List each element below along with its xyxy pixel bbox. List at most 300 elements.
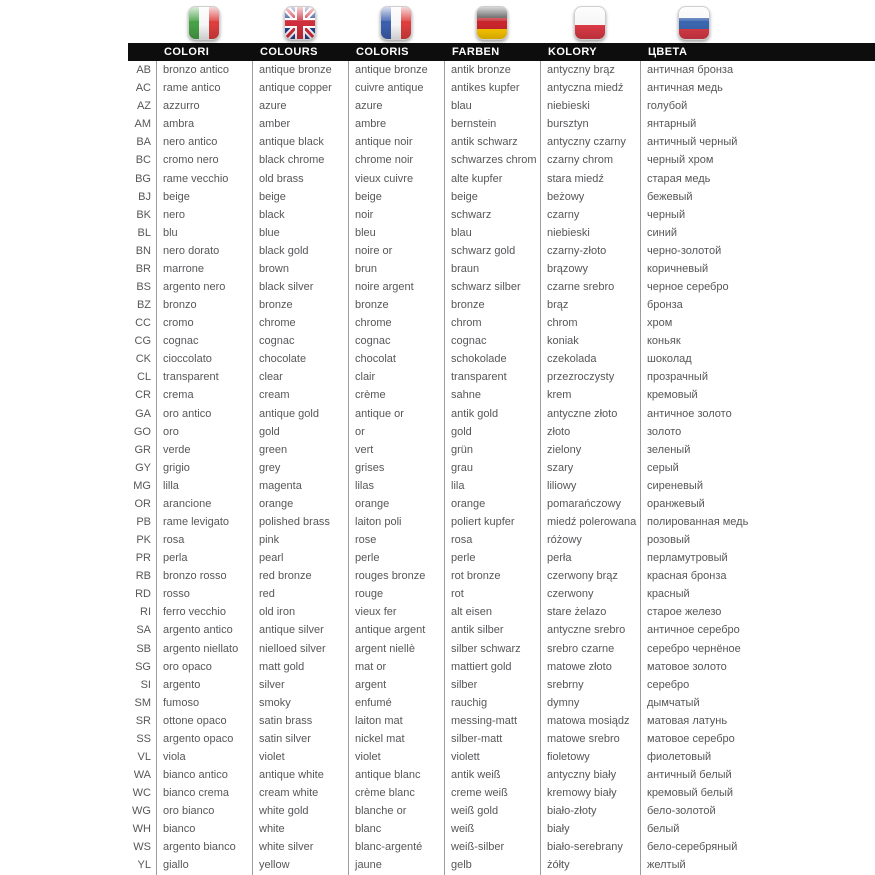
column-header-kolory: KOLORY xyxy=(548,46,598,58)
color-italian: cromo xyxy=(156,314,252,332)
table-row xyxy=(128,169,875,187)
color-german: gelb xyxy=(444,856,540,874)
italy-flag-icon xyxy=(188,6,220,40)
color-italian: marrone xyxy=(156,260,252,278)
color-polish: beżowy xyxy=(540,188,640,206)
color-polish: antyczny brąz xyxy=(540,61,640,79)
color-french: bronze xyxy=(348,296,444,314)
color-russian: античное золото xyxy=(640,404,775,422)
color-german: antik weiß xyxy=(444,766,540,784)
color-english: antique copper xyxy=(252,79,348,97)
color-italian: bianco antico xyxy=(156,766,252,784)
color-german: weiß gold xyxy=(444,802,540,820)
table-row xyxy=(128,151,875,169)
color-italian: giallo xyxy=(156,856,252,874)
color-russian: бронза xyxy=(640,296,775,314)
france-flag-icon xyxy=(380,6,412,40)
color-code: SI xyxy=(140,678,151,691)
color-code: SS xyxy=(136,732,151,745)
color-russian: синий xyxy=(640,224,775,242)
color-italian: crema xyxy=(156,386,252,404)
color-polish: czekolada xyxy=(540,350,640,368)
color-polish: stara miedź xyxy=(540,169,640,187)
color-italian: lilla xyxy=(156,477,252,495)
color-french: or xyxy=(348,423,444,441)
color-italian: ambra xyxy=(156,115,252,133)
color-table xyxy=(128,2,875,875)
color-code: BA xyxy=(136,136,151,149)
color-english: red bronze xyxy=(252,567,348,585)
color-english: satin silver xyxy=(252,730,348,748)
color-german: schwarzes chrom xyxy=(444,151,540,169)
color-english: antique bronze xyxy=(252,61,348,79)
color-german: bernstein xyxy=(444,115,540,133)
color-french: chocolat xyxy=(348,350,444,368)
color-english: clear xyxy=(252,368,348,386)
color-polish: chrom xyxy=(540,314,640,332)
table-row xyxy=(128,477,875,495)
color-code: OR xyxy=(134,497,151,510)
color-russian: хром xyxy=(640,314,775,332)
color-code: BN xyxy=(135,244,151,257)
table-row xyxy=(128,332,875,350)
color-italian: rame levigato xyxy=(156,513,252,531)
color-code: PR xyxy=(135,552,151,565)
table-row xyxy=(128,79,875,97)
color-german: antikes kupfer xyxy=(444,79,540,97)
color-french: cuivre antique xyxy=(348,79,444,97)
color-french: argent xyxy=(348,676,444,694)
color-german: blau xyxy=(444,97,540,115)
color-italian: verde xyxy=(156,441,252,459)
color-german: schwarz xyxy=(444,206,540,224)
color-french: enfumé xyxy=(348,694,444,712)
color-french: blanc-argenté xyxy=(348,838,444,856)
color-german: weiß-silber xyxy=(444,838,540,856)
color-russian: янтарный xyxy=(640,115,775,133)
color-code: GO xyxy=(133,425,151,438)
color-italian: bronzo xyxy=(156,296,252,314)
color-polish: perła xyxy=(540,549,640,567)
color-polish: biało-serebrany xyxy=(540,838,640,856)
color-polish: brązowy xyxy=(540,260,640,278)
color-german: mattiert gold xyxy=(444,658,540,676)
color-french: antique bronze xyxy=(348,61,444,79)
color-german: silber xyxy=(444,676,540,694)
table-row xyxy=(128,423,875,441)
germany-flag-icon xyxy=(476,6,508,40)
color-code: SR xyxy=(135,714,151,727)
color-russian: серебро xyxy=(640,676,775,694)
color-code: AM xyxy=(134,118,151,131)
color-french: blanc xyxy=(348,820,444,838)
table-row xyxy=(128,133,875,151)
color-english: old iron xyxy=(252,603,348,621)
color-english: azure xyxy=(252,97,348,115)
color-french: perle xyxy=(348,549,444,567)
color-italian: grigio xyxy=(156,459,252,477)
uk-flag-icon xyxy=(284,6,316,40)
color-code: SB xyxy=(136,642,151,655)
color-english: nielloed silver xyxy=(252,640,348,658)
color-german: alte kupfer xyxy=(444,169,540,187)
color-code: BG xyxy=(135,172,151,185)
color-russian: матовое золото xyxy=(640,658,775,676)
color-polish: bursztyn xyxy=(540,115,640,133)
color-german: chrom xyxy=(444,314,540,332)
table-row xyxy=(128,531,875,549)
color-polish: czarne srebro xyxy=(540,278,640,296)
color-polish: antyczne złoto xyxy=(540,404,640,422)
color-polish: złoto xyxy=(540,423,640,441)
color-polish: stare żelazo xyxy=(540,603,640,621)
color-french: argent niellè xyxy=(348,640,444,658)
color-russian: черное серебро xyxy=(640,278,775,296)
color-french: ambre xyxy=(348,115,444,133)
color-english: pink xyxy=(252,531,348,549)
color-french: lilas xyxy=(348,477,444,495)
table-row xyxy=(128,188,875,206)
color-french: bleu xyxy=(348,224,444,242)
color-italian: oro opaco xyxy=(156,658,252,676)
table-row xyxy=(128,368,875,386)
color-french: antique or xyxy=(348,404,444,422)
color-russian: зеленый xyxy=(640,441,775,459)
color-french: antique noir xyxy=(348,133,444,151)
color-polish: pomarańczowy xyxy=(540,495,640,513)
color-polish: srebro czarne xyxy=(540,640,640,658)
color-german: weiß xyxy=(444,820,540,838)
color-german: silber schwarz xyxy=(444,640,540,658)
color-french: violet xyxy=(348,748,444,766)
color-french: antique argent xyxy=(348,621,444,639)
color-code: BS xyxy=(136,280,151,293)
color-italian: nero dorato xyxy=(156,242,252,260)
color-code: CG xyxy=(134,335,151,348)
color-german: rot xyxy=(444,585,540,603)
color-code: BJ xyxy=(138,190,151,203)
table-row xyxy=(128,838,875,856)
color-english: black silver xyxy=(252,278,348,296)
color-italian: bronzo rosso xyxy=(156,567,252,585)
color-code: WG xyxy=(132,805,151,818)
color-code: MG xyxy=(133,479,151,492)
color-polish: antyczne srebro xyxy=(540,621,640,639)
color-code: AB xyxy=(136,64,151,77)
color-english: white xyxy=(252,820,348,838)
color-english: chocolate xyxy=(252,350,348,368)
color-french: azure xyxy=(348,97,444,115)
color-english: bronze xyxy=(252,296,348,314)
color-russian: матовая латунь xyxy=(640,712,775,730)
color-code: BR xyxy=(135,262,151,275)
color-russian: бело-серебряный xyxy=(640,838,775,856)
color-french: vert xyxy=(348,441,444,459)
color-german: schwarz gold xyxy=(444,242,540,260)
color-italian: bianco xyxy=(156,820,252,838)
table-row xyxy=(128,278,875,296)
color-italian: argento niellato xyxy=(156,640,252,658)
color-code: VL xyxy=(137,751,151,763)
table-row xyxy=(128,224,875,242)
color-french: crème xyxy=(348,386,444,404)
color-english: magenta xyxy=(252,477,348,495)
table-row xyxy=(128,603,875,621)
color-french: noire argent xyxy=(348,278,444,296)
table-row xyxy=(128,585,875,603)
color-italian: perla xyxy=(156,549,252,567)
color-german: gold xyxy=(444,423,540,441)
color-english: gold xyxy=(252,423,348,441)
color-german: rosa xyxy=(444,531,540,549)
color-english: brown xyxy=(252,260,348,278)
color-polish: matowe złoto xyxy=(540,658,640,676)
color-polish: fioletowy xyxy=(540,748,640,766)
table-row xyxy=(128,459,875,477)
table-row xyxy=(128,802,875,820)
color-french: laiton mat xyxy=(348,712,444,730)
color-code: AC xyxy=(135,82,151,95)
color-italian: argento nero xyxy=(156,278,252,296)
color-german: messing-matt xyxy=(444,712,540,730)
color-russian: кремовый белый xyxy=(640,784,775,802)
color-german: schwarz silber xyxy=(444,278,540,296)
table-row xyxy=(128,820,875,838)
color-german: transparent xyxy=(444,368,540,386)
color-italian: argento antico xyxy=(156,621,252,639)
color-italian: viola xyxy=(156,748,252,766)
table-row xyxy=(128,748,875,766)
column-header-colours: COLOURS xyxy=(260,46,318,58)
color-russian: оранжевый xyxy=(640,495,775,513)
color-russian: коричневый xyxy=(640,260,775,278)
color-italian: beige xyxy=(156,188,252,206)
color-polish: przezroczysty xyxy=(540,368,640,386)
color-polish: szary xyxy=(540,459,640,477)
table-row xyxy=(128,513,875,531)
color-polish: czerwony brąz xyxy=(540,567,640,585)
table-row xyxy=(128,730,875,748)
color-english: grey xyxy=(252,459,348,477)
color-english: smoky xyxy=(252,694,348,712)
color-english: chrome xyxy=(252,314,348,332)
color-french: antique blanc xyxy=(348,766,444,784)
color-russian: черный xyxy=(640,206,775,224)
color-code: BC xyxy=(135,154,151,167)
color-french: rose xyxy=(348,531,444,549)
color-italian: oro xyxy=(156,423,252,441)
color-english: antique black xyxy=(252,133,348,151)
color-russian: прозрачный xyxy=(640,368,775,386)
color-italian: ottone opaco xyxy=(156,712,252,730)
color-russian: серебро чернёное xyxy=(640,640,775,658)
color-code: WC xyxy=(132,787,151,800)
color-polish: żółty xyxy=(540,856,640,874)
color-polish: czarny chrom xyxy=(540,151,640,169)
table-row xyxy=(128,97,875,115)
color-german: blau xyxy=(444,224,540,242)
color-german: lila xyxy=(444,477,540,495)
color-polish: antyczny czarny xyxy=(540,133,640,151)
color-code: GY xyxy=(135,461,151,474)
color-code: GR xyxy=(134,443,151,456)
color-russian: античная медь xyxy=(640,79,775,97)
table-row xyxy=(128,856,875,874)
color-polish: liliowy xyxy=(540,477,640,495)
color-code: BK xyxy=(136,208,151,221)
color-english: silver xyxy=(252,676,348,694)
table-row xyxy=(128,386,875,404)
color-code: AZ xyxy=(136,100,151,113)
color-polish: miedź polerowana xyxy=(540,513,640,531)
color-english: pearl xyxy=(252,549,348,567)
color-code: PK xyxy=(136,534,151,547)
color-polish: antyczny biały xyxy=(540,766,640,784)
color-italian: argento bianco xyxy=(156,838,252,856)
color-code: PB xyxy=(136,515,151,528)
color-english: cream white xyxy=(252,784,348,802)
color-italian: rosso xyxy=(156,585,252,603)
color-english: antique white xyxy=(252,766,348,784)
table-row xyxy=(128,694,875,712)
color-french: jaune xyxy=(348,856,444,874)
color-english: green xyxy=(252,441,348,459)
color-french: noir xyxy=(348,206,444,224)
color-polish: biały xyxy=(540,820,640,838)
color-russian: красная бронза xyxy=(640,567,775,585)
color-italian: bronzo antico xyxy=(156,61,252,79)
color-russian: бежевый xyxy=(640,188,775,206)
column-header-colori: COLORI xyxy=(164,46,210,58)
color-russian: античная бронза xyxy=(640,61,775,79)
color-german: poliert kupfer xyxy=(444,513,540,531)
color-russian: полированная медь xyxy=(640,513,775,531)
column-header-coloris: COLORIS xyxy=(356,46,409,58)
color-english: antique gold xyxy=(252,404,348,422)
color-code: RD xyxy=(135,588,151,601)
color-russian: розовый xyxy=(640,531,775,549)
color-german: bronze xyxy=(444,296,540,314)
color-polish: czarny-złoto xyxy=(540,242,640,260)
color-code: BZ xyxy=(136,299,151,312)
color-italian: rame vecchio xyxy=(156,169,252,187)
color-english: polished brass xyxy=(252,513,348,531)
color-russian: золото xyxy=(640,423,775,441)
color-italian: ferro vecchio xyxy=(156,603,252,621)
color-code: RI xyxy=(140,606,151,619)
color-english: black chrome xyxy=(252,151,348,169)
table-row xyxy=(128,404,875,422)
color-polish: srebrny xyxy=(540,676,640,694)
color-german: antik schwarz xyxy=(444,133,540,151)
column-header-farben: FARBEN xyxy=(452,46,500,58)
color-polish: krem xyxy=(540,386,640,404)
color-english: orange xyxy=(252,495,348,513)
color-english: cognac xyxy=(252,332,348,350)
column-header-cveta: ЦВЕТА xyxy=(648,46,688,58)
color-polish: różowy xyxy=(540,531,640,549)
color-english: beige xyxy=(252,188,348,206)
color-russian: бело-золотой xyxy=(640,802,775,820)
table-row xyxy=(128,549,875,567)
color-french: nickel mat xyxy=(348,730,444,748)
color-german: grau xyxy=(444,459,540,477)
color-polish: matowa mosiądz xyxy=(540,712,640,730)
color-french: blanche or xyxy=(348,802,444,820)
color-english: violet xyxy=(252,748,348,766)
color-italian: oro bianco xyxy=(156,802,252,820)
table-row xyxy=(128,766,875,784)
color-polish: biało-złoty xyxy=(540,802,640,820)
color-russian: дымчатый xyxy=(640,694,775,712)
color-italian: transparent xyxy=(156,368,252,386)
color-english: red xyxy=(252,585,348,603)
color-code: YL xyxy=(137,859,151,872)
color-russian: белый xyxy=(640,820,775,838)
color-french: cognac xyxy=(348,332,444,350)
color-polish: brąz xyxy=(540,296,640,314)
color-code: RB xyxy=(135,570,151,583)
table-body xyxy=(128,61,875,875)
color-code: WH xyxy=(132,823,151,836)
table-row xyxy=(128,242,875,260)
color-polish: niebieski xyxy=(540,97,640,115)
table-row xyxy=(128,206,875,224)
color-russian: античный черный xyxy=(640,133,775,151)
color-italian: oro antico xyxy=(156,404,252,422)
color-polish: antyczna miedź xyxy=(540,79,640,97)
color-polish: dymny xyxy=(540,694,640,712)
color-german: beige xyxy=(444,188,540,206)
color-french: grises xyxy=(348,459,444,477)
color-code: SG xyxy=(135,660,151,673)
color-code: WS xyxy=(133,841,151,854)
color-german: antik bronze xyxy=(444,61,540,79)
color-italian: bianco crema xyxy=(156,784,252,802)
color-russian: фиолетовый xyxy=(640,748,775,766)
color-french: rouges bronze xyxy=(348,567,444,585)
color-english: amber xyxy=(252,115,348,133)
table-row xyxy=(128,61,875,79)
color-english: white gold xyxy=(252,802,348,820)
color-polish: niebieski xyxy=(540,224,640,242)
table-row xyxy=(128,621,875,639)
color-german: silber-matt xyxy=(444,730,540,748)
flags-row xyxy=(128,2,875,43)
color-german: alt eisen xyxy=(444,603,540,621)
color-russian: черно-золотой xyxy=(640,242,775,260)
color-german: braun xyxy=(444,260,540,278)
color-english: yellow xyxy=(252,856,348,874)
color-code: CL xyxy=(136,371,151,384)
table-row xyxy=(128,712,875,730)
table-row xyxy=(128,350,875,368)
color-english: satin brass xyxy=(252,712,348,730)
table-header xyxy=(128,43,875,61)
color-french: chrome xyxy=(348,314,444,332)
color-german: sahne xyxy=(444,386,540,404)
color-russian: античный белый xyxy=(640,766,775,784)
color-german: antik silber xyxy=(444,621,540,639)
color-german: cognac xyxy=(444,332,540,350)
color-polish: czerwony xyxy=(540,585,640,603)
color-italian: cognac xyxy=(156,332,252,350)
color-german: rot bronze xyxy=(444,567,540,585)
table-row xyxy=(128,784,875,802)
color-russian: желтый xyxy=(640,856,775,874)
color-code: SM xyxy=(134,696,151,709)
table-row xyxy=(128,676,875,694)
